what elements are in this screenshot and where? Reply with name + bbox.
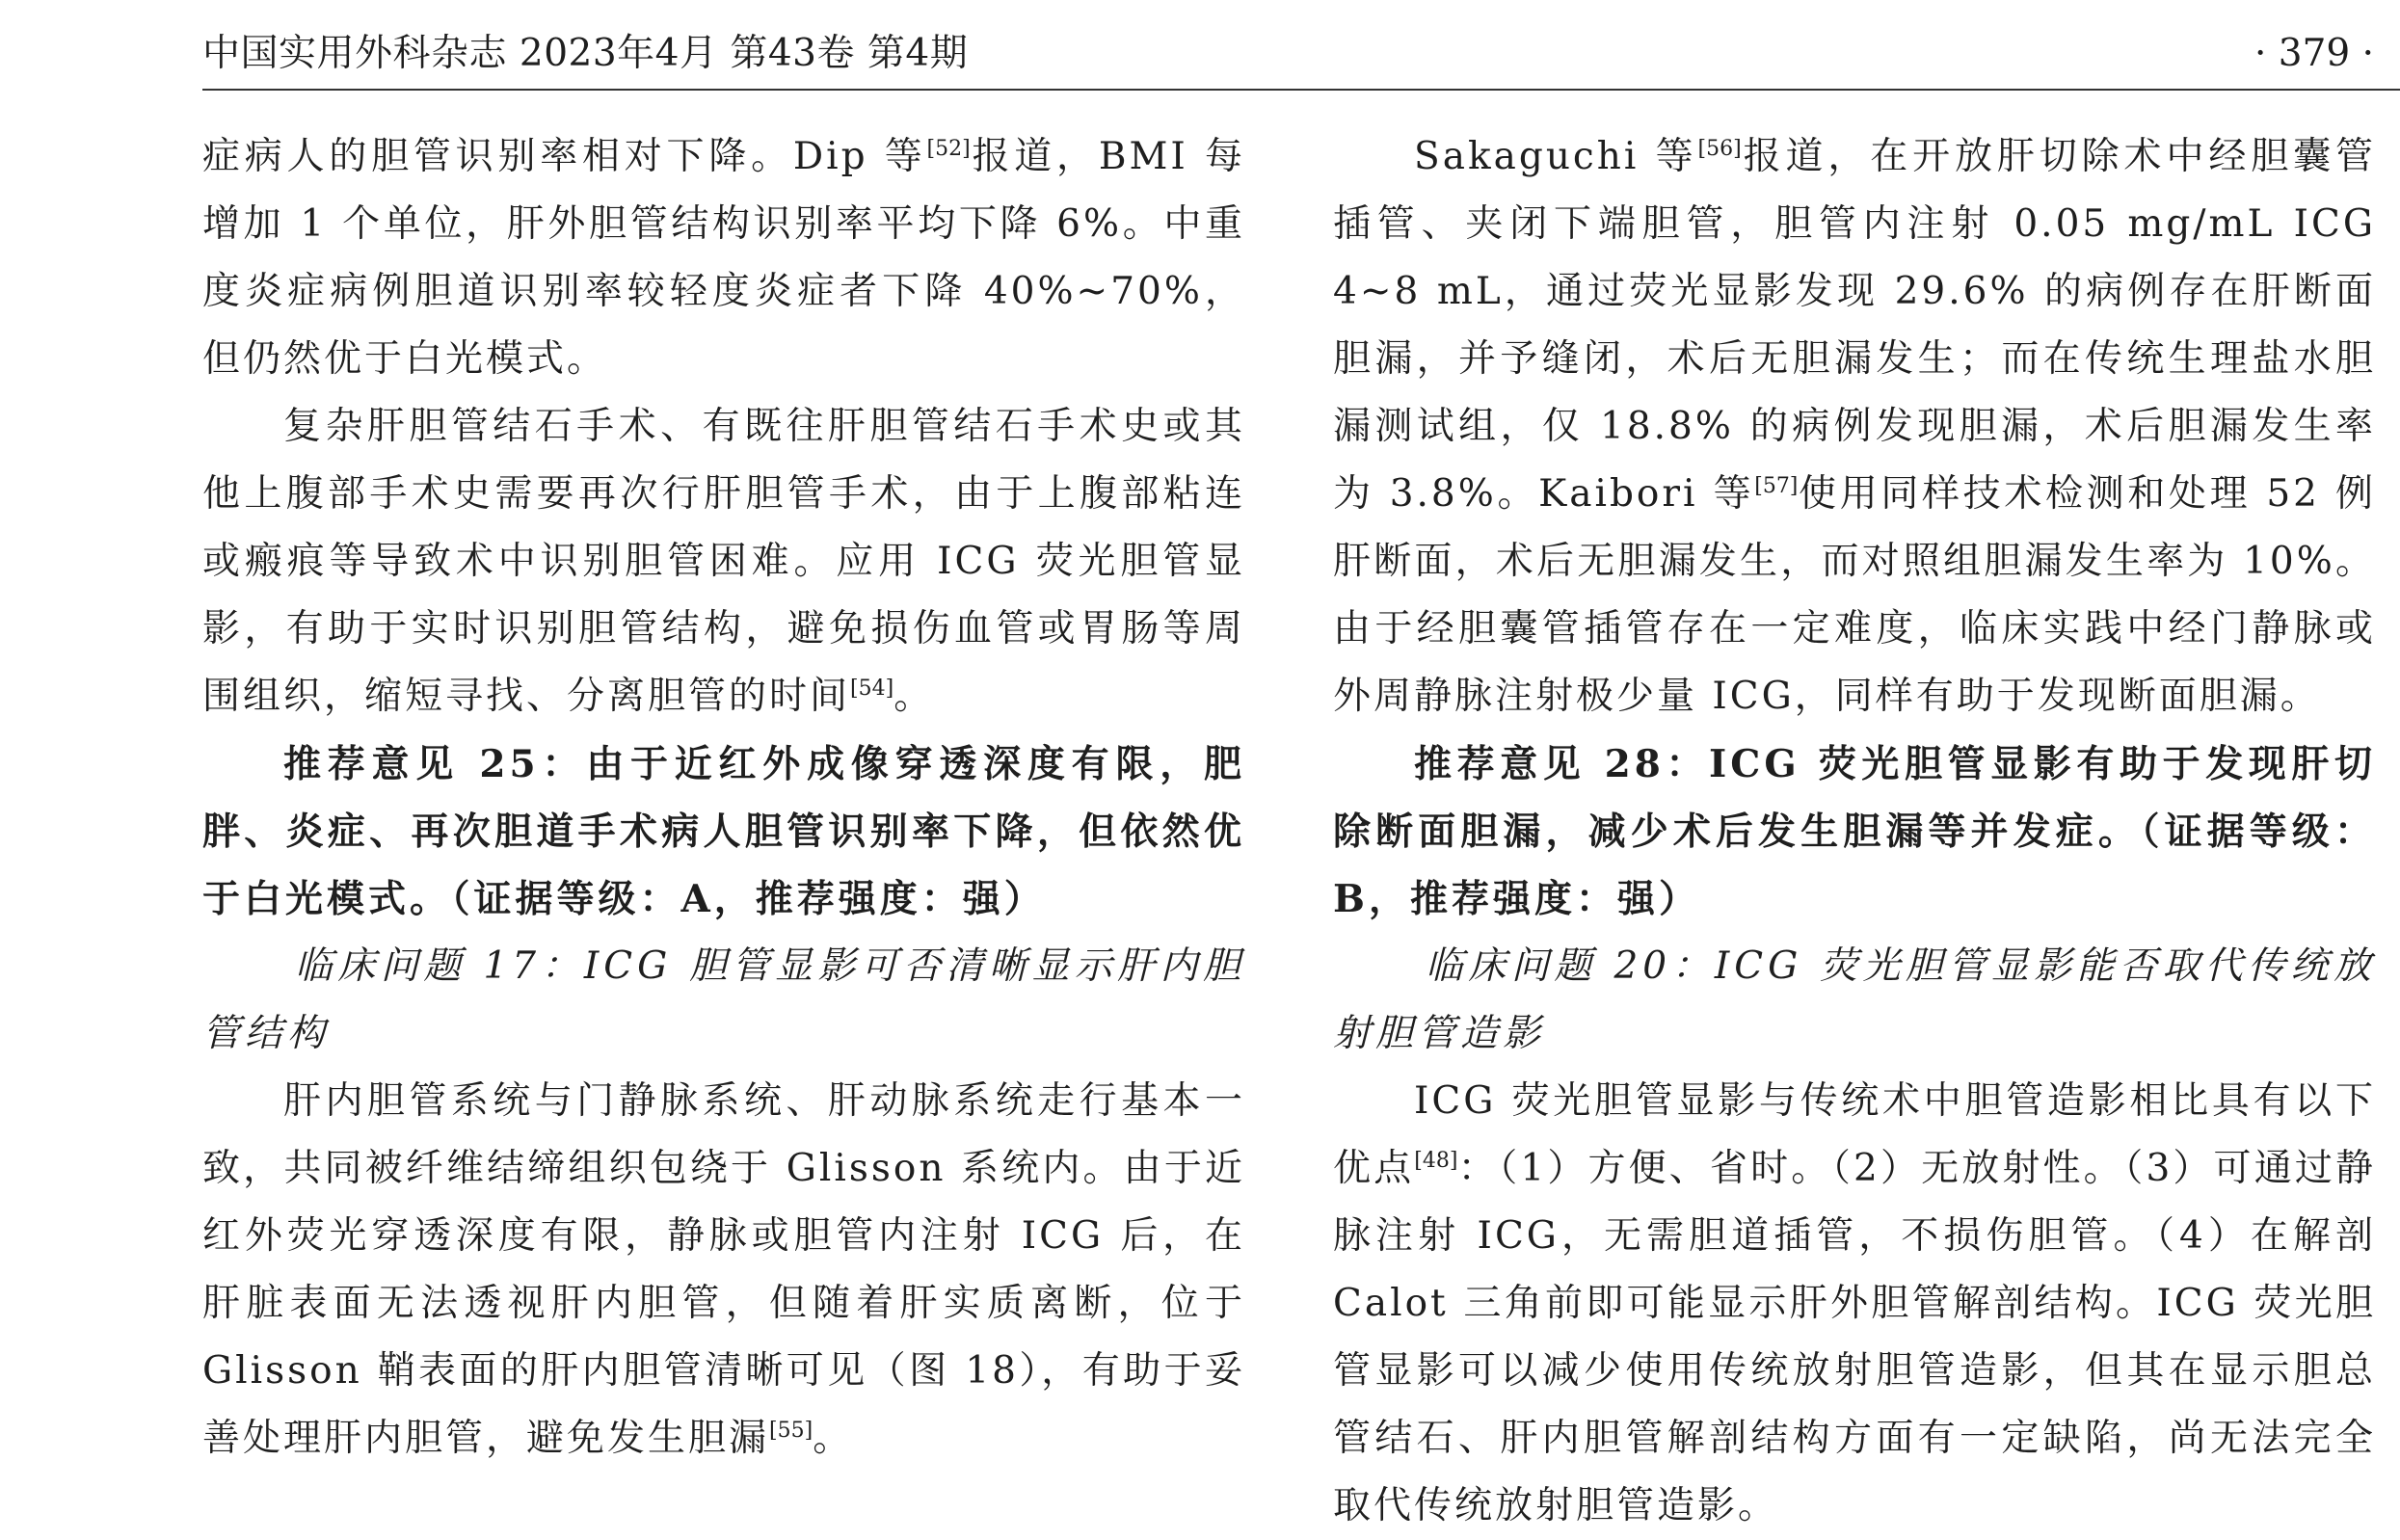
text-run: 报道，在开放肝切除术中经胆囊管插管、夹闭下端胆管，胆管内注射 0.05 mg/mL ICG 4~8 mL，通过荧光显影发现 29.6% 的病例存在肝断面胆漏，并予缝闭，术后无胆漏发生；而在传统生理盐水胆漏测试组，仅 18.8% 的病例发现胆漏，术后胆漏发生率为 3.8%。Kaibori 等 <box>1333 135 2376 516</box>
clinical-question-17: 临床问题 17：ICG 胆管显影可否清晰显示肝内胆管结构 <box>202 944 1245 1055</box>
clinical-question-20: 临床问题 20：ICG 荧光胆管显影能否取代传统放射胆管造影 <box>1333 944 2376 1055</box>
text-run: 复杂肝胆管结石手术、有既往肝胆管结石手术史或其他上腹部手术史需要再次行肝胆管手术，由于上腹部粘连或瘢痕等导致术中识别胆管困难。应用 ICG 荧光胆管显影，有助于实时识别胆管结构，避免损伤血管或胃肠等周围组织，缩短寻找、分离胆管的时间 <box>202 405 1245 718</box>
citation-ref[interactable]: [55] <box>769 1419 813 1443</box>
citation-ref[interactable]: [54] <box>850 677 894 701</box>
recommendation-28: 推荐意见 28：ICG 荧光胆管显影有助于发现肝切除断面胆漏，减少术后发生胆漏等并发症。（证据等级：B，推荐强度：强） <box>1333 742 2376 921</box>
running-header <box>202 27 2400 81</box>
citation-ref[interactable]: [56] <box>1697 137 1742 161</box>
citation-ref[interactable]: [48] <box>1414 1149 1458 1173</box>
citation-ref[interactable]: [52] <box>926 137 971 161</box>
text-run: 。 <box>893 675 935 718</box>
text-run: 报道，BMI 每增加 1 个单位，肝外胆管结构识别率平均下降 6%。中重度炎症病例胆道识别率较轻度炎症者下降 40%~70%，但仍然优于白光模式。 <box>202 135 1245 381</box>
paragraph-bile-leak-study <box>1333 123 2376 730</box>
text-run: Sakaguchi 等 <box>1414 135 1698 178</box>
right-column <box>1333 123 2376 1540</box>
citation-ref[interactable]: [57] <box>1754 474 1799 498</box>
paragraph-intrahepatic-ducts <box>202 1068 1245 1473</box>
text-run: ICG 荧光胆管显影与传统术中胆管造影相比具有以下优点 <box>1333 1079 2376 1190</box>
text-run: 使用同样技术检测和处理 52 例肝断面，术后无胆漏发生，而对照组胆漏发生率为 10%。由于经胆囊管插管存在一定难度，临床实践中经门静脉或外周静脉注射极少量 ICG，同样有助于发现断面胆漏。 <box>1333 472 2377 718</box>
text-run: ：（1）方便、省时。（2）无放射性。（3）可通过静脉注射 ICG，无需胆道插管，不损伤胆管。（4）在解剖 Calot 三角前即可能显示肝外胆管解剖结构。ICG 荧光胆管显影可以减少使用传统放射胆管造影，但其在显示胆总管结石、肝内胆管解剖结构方面有一定缺陷，尚无法完全取代传统放射胆管造影。 <box>1333 1147 2376 1527</box>
text-run: 肝内胆管系统与门静脉系统、肝动脉系统走行基本一致，共同被纤维结缔组织包绕于 Glisson 系统内。由于近红外荧光穿透深度有限，静脉或胆管内注射 ICG 后，在肝脏表面无法透视肝内胆管，但随着肝实质离断，位于 Glisson 鞘表面的肝内胆管清晰可见（图 18），有助于妥善处理肝内胆管，避免发生胆漏 <box>202 1079 1245 1460</box>
paragraph-continued <box>202 123 1245 393</box>
left-column <box>202 123 1245 1473</box>
paragraph-icg-vs-radiography <box>1333 1068 2376 1540</box>
journal-title: 中国实用外科杂志 2023年4月 第43卷 第4期 <box>202 32 969 75</box>
header-rule <box>202 89 2400 91</box>
recommendation-25: 推荐意见 25：由于近红外成像穿透深度有限，肥胖、炎症、再次胆道手术病人胆管识别率下降，但依然优于白光模式。（证据等级：A，推荐强度：强） <box>202 742 1245 921</box>
paragraph-complex-stones <box>202 393 1245 730</box>
text-run: 。 <box>813 1417 854 1460</box>
text-run: 症病人的胆管识别率相对下降。Dip 等 <box>202 135 927 178</box>
page-number: · 379 · <box>2253 32 2374 75</box>
